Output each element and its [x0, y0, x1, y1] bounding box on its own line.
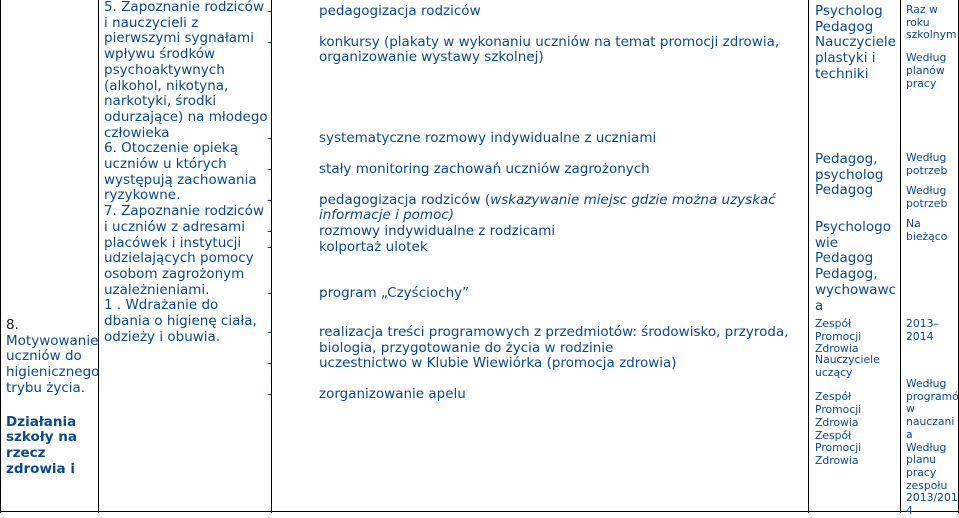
task-7: 7. Zapoznanie rodziców i uczniów z adresami placówek i instytucji udzielających pomocy osobom zagrożonym uzależnieniami. [104, 203, 264, 298]
deadline-r3: Na bieżąco [906, 217, 948, 243]
method-item: - kolportaż ulotek [267, 238, 428, 255]
column-divider [271, 0, 272, 513]
task-6: 6. Otoczenie opieką uczniów u których występują zachowania ryzykowne. [104, 140, 257, 204]
column-divider [808, 0, 809, 513]
task-5: 5. Zapoznanie rodziców i nauczycieli z pierwszymi sygnałami wpływu środków psychoaktywnych (alkohol, nikotyna, narkotyki, środki odurzające) na młodego człowieka [104, 0, 268, 141]
method-item: - zorganizowanie apelu [267, 386, 466, 403]
goal-title: Motywowanie uczniów do higienicznego trybu życia. [6, 332, 100, 396]
method-item: - systematyczne rozmowy indywidualne z uczniami [267, 130, 657, 147]
responsible-r4: Zespół Promocji Zdrowia [815, 317, 862, 356]
table-border-left [0, 0, 1, 513]
task-1: 1 . Wdrażanie do dbania o higienę ciała, odzieży i obuwia. [104, 297, 257, 345]
deadline-r2: Według potrzeb Według potrzeb [906, 151, 948, 211]
method-item: - rozmowy indywidualne z rodzicami [267, 222, 556, 239]
column-divider [900, 0, 901, 513]
method-item: - konkursy (plakaty w wykonaniu uczniów na temat promocji zdrowia, organizowanie wystawy szkolnej) [267, 33, 780, 66]
column-divider [98, 0, 99, 513]
deadline-r5: Według programó w nauczani a Według planu pracy zespołu 2013/201 4 [906, 377, 959, 518]
tasks-cell [104, 0, 268, 345]
goal-number: 8. [6, 317, 19, 333]
methods-cell [267, 3, 798, 403]
method-item: - realizacja treści programowych z przedmiotów: środowisko, przyroda, biologia, przygotowanie do życia w rodzinie [267, 324, 789, 356]
responsible-r2: Pedagog, psycholog Pedagog [815, 151, 884, 199]
section-title: Działania szkoły na rzecz zdrowia i [6, 413, 78, 477]
responsible-r1: Psycholog Pedagog Nauczyciele plastyki i techniki [815, 3, 896, 82]
deadline-r4: 2013–2014 [906, 317, 939, 343]
responsible-r5: Nauczyciele uczący Zespół Promocji Zdrowia Zespół Promocji Zdrowia [815, 353, 880, 467]
deadline-r1: Raz w roku szkolnym Według planów pracy [906, 3, 957, 90]
method-item: - program „Czyściochy” [267, 285, 470, 302]
table-border-bottom [0, 511, 959, 512]
method-item: - pedagogizacja rodziców (wskazywanie miejsc gdzie można uzyskać informacje i pomoc) [267, 191, 776, 224]
goal-cell [6, 317, 100, 477]
method-item: - stały monitoring zachowań uczniów zagrożonych [267, 160, 650, 177]
method-item: - uczestnictwo w Klubie Wiewiórka (promocja zdrowia) [267, 355, 677, 372]
responsible-r3: Psychologo wie Pedagog Pedagog, wychowawc a [815, 219, 897, 314]
method-item: - pedagogizacja rodziców [267, 3, 481, 19]
